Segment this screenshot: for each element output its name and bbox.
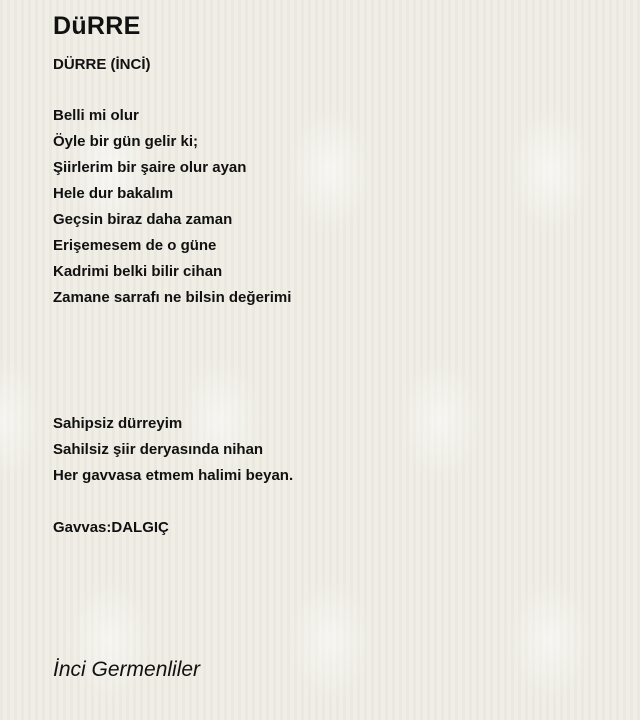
signoff-line: Gavvas:DALGIÇ: [53, 519, 169, 536]
poem-title: DüRRE: [53, 12, 141, 40]
poem-line: Zamane sarrafı ne bilsin değerimi: [53, 289, 292, 306]
poem-line: Şiirlerim bir şaire olur ayan: [53, 159, 247, 176]
poem-line: Erişemesem de o güne: [53, 237, 217, 254]
poem-line: Hele dur bakalım: [53, 185, 174, 202]
stanza-2: [53, 411, 293, 489]
author-name: İnci Germenliler: [53, 658, 201, 681]
poem-subtitle: DÜRRE (İNCİ): [53, 56, 151, 73]
poem-line: Sahilsiz şiir deryasında nihan: [53, 441, 264, 458]
poem-line: Belli mi olur: [53, 107, 139, 124]
poem-signoff: [53, 515, 169, 541]
poem-line: Her gavvasa etmem halimi beyan.: [53, 467, 294, 484]
stanza-1: [53, 103, 291, 311]
poem-line: Öyle bir gün gelir ki;: [53, 133, 199, 150]
poem-line: Sahipsiz dürreyim: [53, 415, 183, 432]
poem-line: Geçsin biraz daha zaman: [53, 211, 233, 228]
poem-line: Kadrimi belki bilir cihan: [53, 263, 223, 280]
